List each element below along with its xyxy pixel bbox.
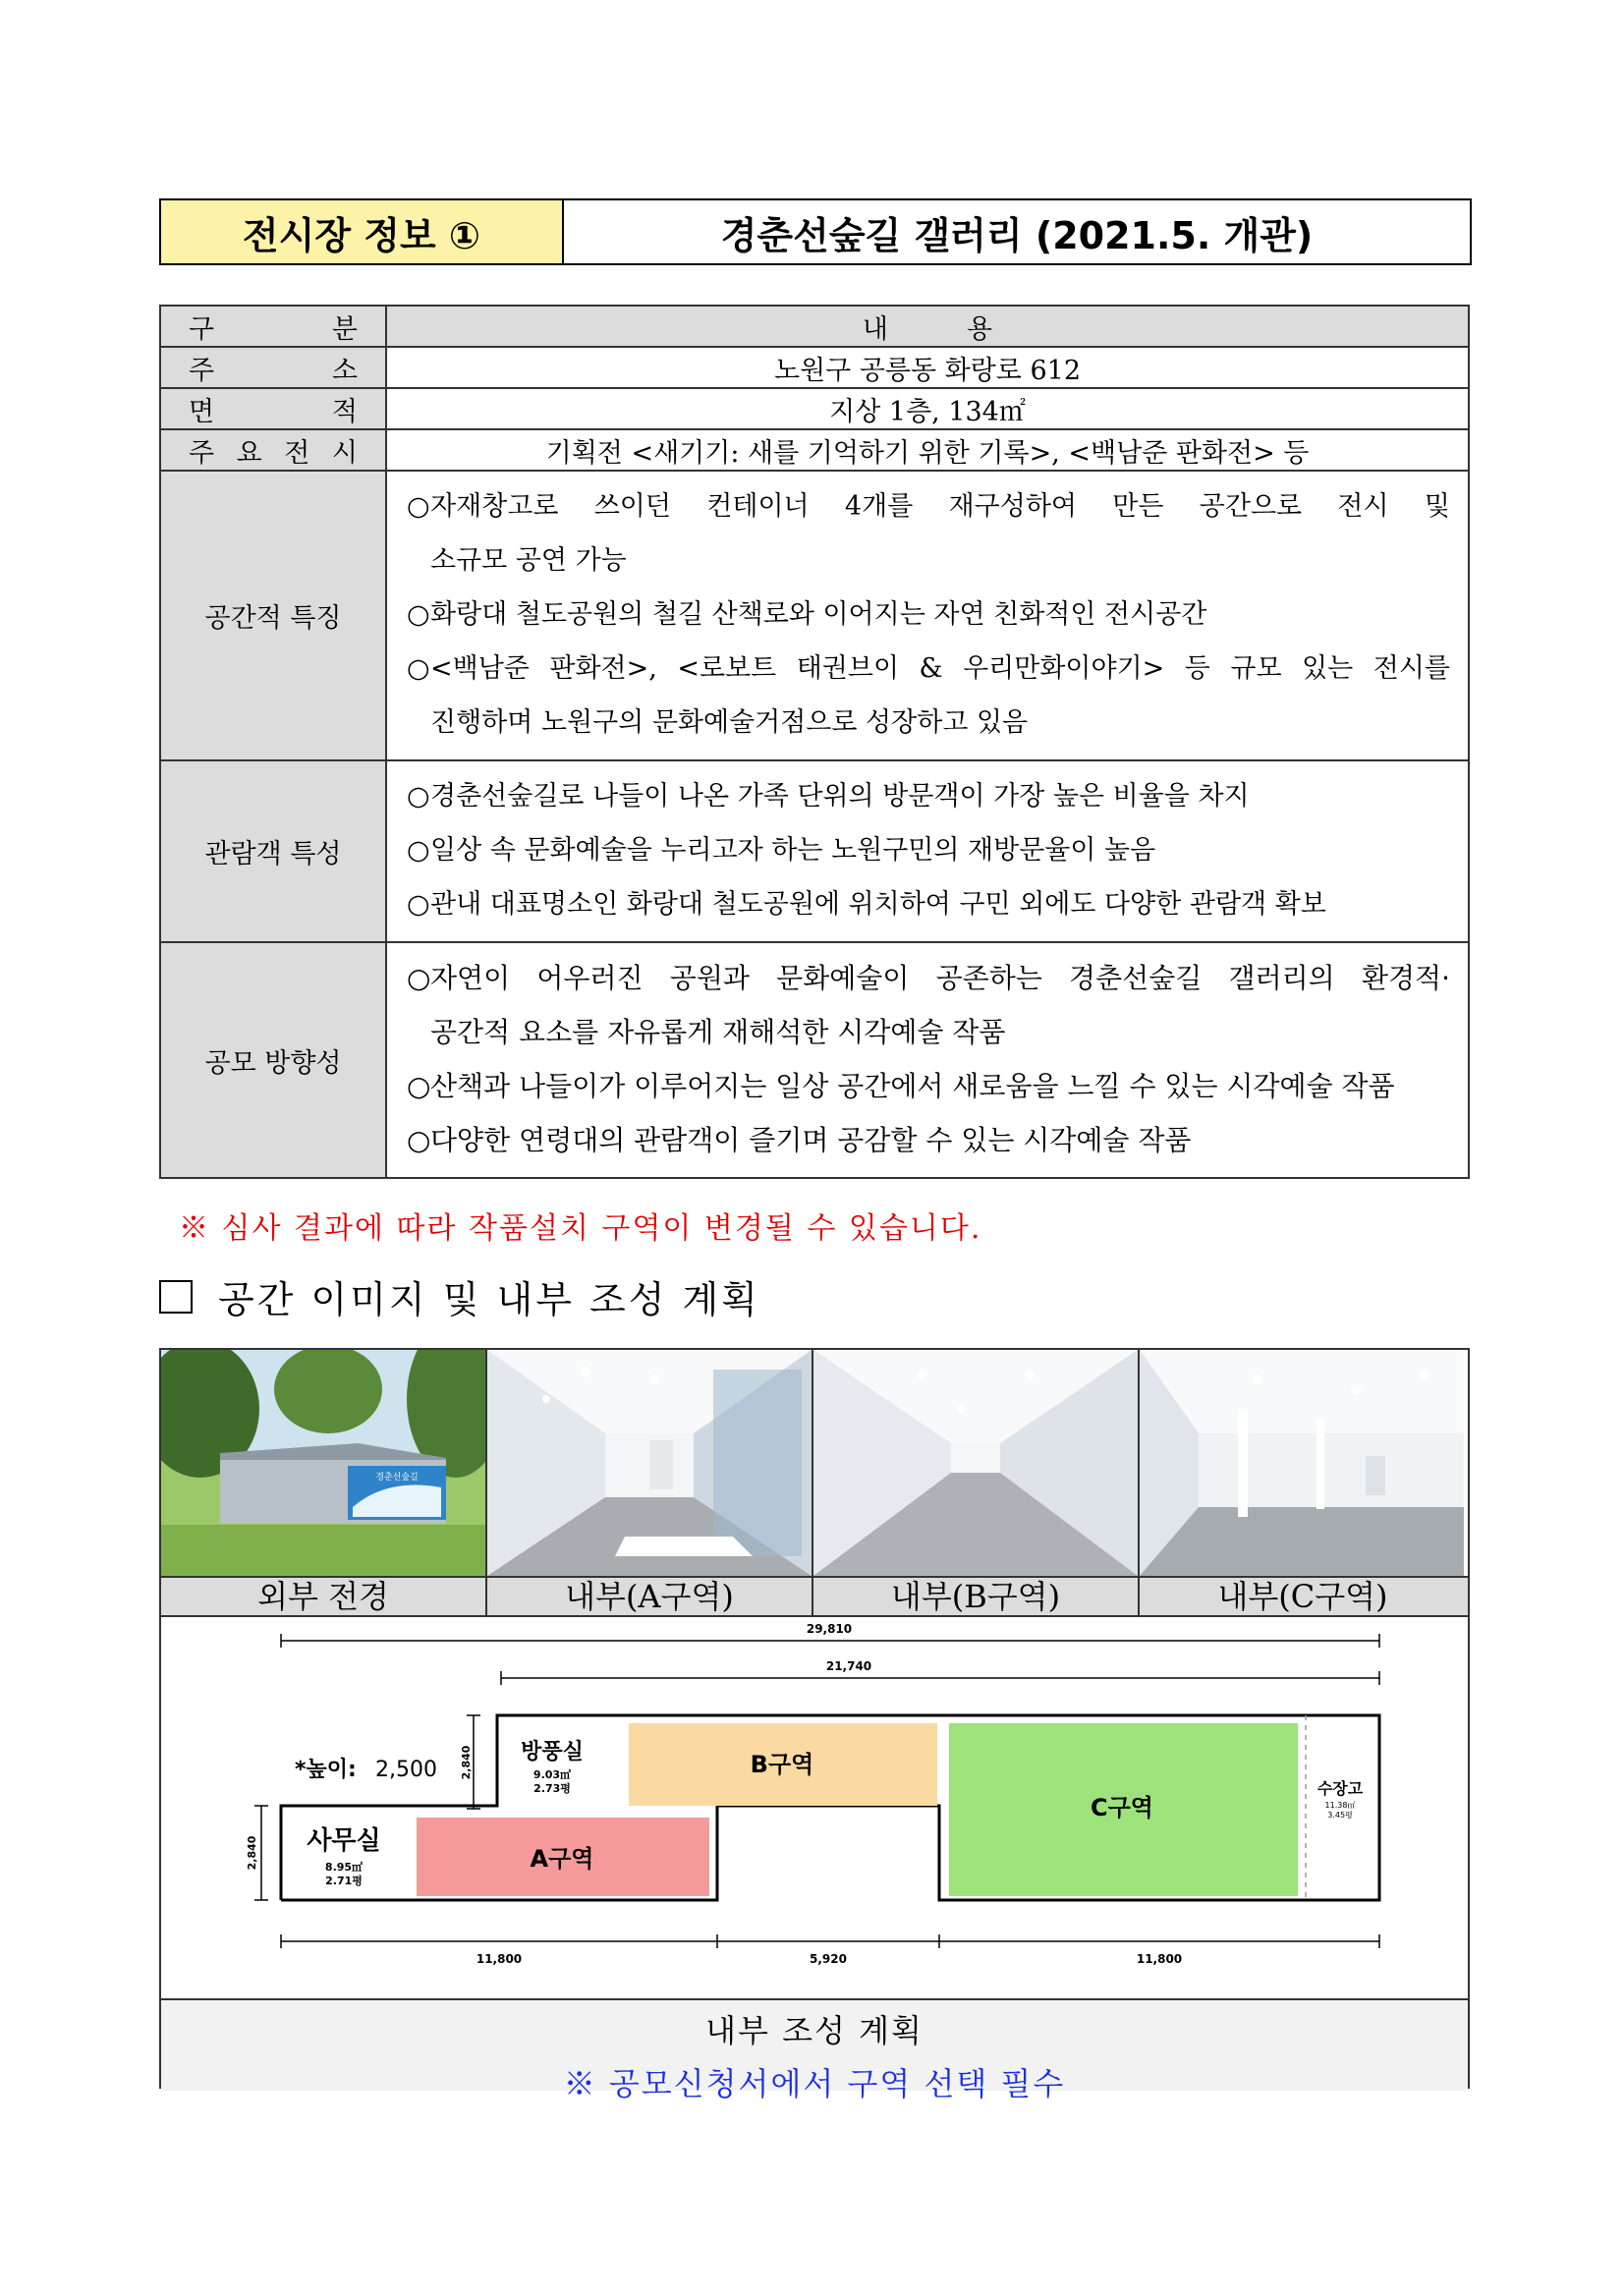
header-title: 경춘선숲길 갤러리 (2021.5. 개관): [720, 213, 1314, 257]
office-area-py: 2.71평: [325, 1875, 363, 1887]
zone-b-label: B구역: [750, 1751, 814, 1778]
caption-zone-c: 내부(C구역): [1217, 1578, 1388, 1615]
storage-room-name: 수장고: [1316, 1779, 1364, 1798]
exterior-sign-text: 경춘선숲길: [375, 1473, 419, 1483]
height-value: 2,500: [375, 1758, 437, 1782]
storage-area-m2: 11.38㎡: [1324, 1801, 1356, 1810]
table-row-visitors: [160, 760, 1469, 942]
exterior-photo: [161, 1350, 487, 1576]
info-table: [159, 305, 1470, 1179]
zone-a-label: A구역: [530, 1845, 594, 1873]
spatial-value: ○ 자재창고로 쓰이던 컨테이너 4개를 재구성하여 만든 공간으로 전시 및 소규모 공연 가능 ○ 화랑대 철도공원의 철길 산책로와 이어지는 자연 친화적인 전시공간 ○ <백남준 판화전>, <로보트 태권브이 & 우리만화이야기> 등 규모 있는 전시를 진행하며 노원구의 문화예술거점으로 성장하고 있음: [386, 471, 1469, 760]
office-room-name: 사무실: [307, 1826, 381, 1856]
space-plan-box: [159, 1348, 1470, 2102]
table-row-address: [160, 347, 1469, 388]
photo-caption-row: [161, 1576, 1468, 1617]
table-row-main-exhibitions: [160, 429, 1469, 471]
section-heading: [159, 1269, 760, 1323]
table-row-area: [160, 388, 1469, 429]
exhibition-header: [159, 198, 1472, 265]
caption-zone-b: 내부(B구역): [813, 1578, 1140, 1615]
area-value: 지상 1층, 134㎡: [386, 388, 1469, 429]
table-row-direction: [160, 942, 1469, 1178]
section-title: 공간 이미지 및 내부 조성 계획: [218, 1278, 760, 1321]
direction-label: 공모 방향성: [160, 942, 386, 1178]
caption-zone-a: 내부(A구역): [487, 1578, 813, 1615]
office-area-m2: 8.95㎡: [324, 1861, 364, 1874]
head-value: 내 용: [386, 306, 1469, 347]
plan-footer-title: 내부 조성 계획: [705, 2012, 924, 2049]
main-exhibitions-label: 주 요 전 시: [160, 429, 386, 471]
checkbox-square-icon: [159, 1280, 193, 1314]
dim-height-upper: 2,840: [460, 1745, 473, 1780]
floor-plan: [161, 1617, 1468, 2010]
interior-c-photo: [1140, 1350, 1466, 1576]
dim-bottom-right: 11,800: [1136, 1952, 1183, 1966]
header-label: 전시장 정보 ①: [161, 200, 564, 263]
dim-height-lower: 2,840: [246, 1835, 258, 1871]
address-value: 노원구 공릉동 화랑로 612: [386, 347, 1469, 388]
plan-footer: [161, 1998, 1468, 2102]
height-label: *높이:: [295, 1758, 357, 1782]
interior-b-photo: [813, 1350, 1140, 1576]
main-exhibitions-value: 기획전 <새기기: 새를 기억하기 위한 기록>, <백남준 판화전> 등: [386, 429, 1469, 471]
visitors-label: 관람객 특성: [160, 760, 386, 942]
address-label: 주 소: [160, 347, 386, 388]
interior-a-photo: [487, 1350, 813, 1576]
head-label: 구 분: [160, 306, 386, 347]
storage-area-py: 3.45평: [1327, 1811, 1353, 1820]
windbreak-area-py: 2.73평: [533, 1782, 571, 1795]
dim-inner: 21,740: [825, 1659, 872, 1673]
dim-bottom-left: 11,800: [476, 1952, 523, 1966]
visitors-value: ○ 경춘선숲길로 나들이 나온 가족 단위의 방문객이 가장 높은 비율을 차지 ○ 일상 속 문화예술을 누리고자 하는 노원구민의 재방문율이 높음 ○ 관내 대표명소인 화랑대 철도공원에 위치하여 구민 외에도 다양한 관람객 확보: [386, 760, 1469, 942]
area-label: 면 적: [160, 388, 386, 429]
plan-footer-note: ※ 공모신청서에서 구역 선택 필수: [563, 2065, 1066, 2102]
zone-c-label: C구역: [1091, 1794, 1153, 1821]
caption-exterior: 외부 전경: [161, 1578, 487, 1615]
dim-total: 29,810: [806, 1622, 853, 1636]
windbreak-room-name: 방풍실: [521, 1740, 584, 1764]
table-row-spatial: [160, 471, 1469, 760]
spatial-label: 공간적 특징: [160, 471, 386, 760]
notice-text: ※ 심사 결과에 따라 작품설치 구역이 변경될 수 있습니다.: [179, 1211, 982, 1246]
table-head-row: [160, 306, 1469, 347]
direction-value: ○ 자연이 어우러진 공원과 문화예술이 공존하는 경춘선숲길 갤러리의 환경적· 공간적 요소를 자유롭게 재해석한 시각예술 작품 ○ 산책과 나들이가 이루어지는 일상 공간에서 새로움을 느낄 수 있는 시각예술 작품 ○ 다양한 연령대의 관람객이 즐기며 공감할 수 있는 시각예술 작품: [386, 942, 1469, 1178]
dim-bottom-mid: 5,920: [810, 1952, 847, 1966]
photo-row: [161, 1350, 1468, 1576]
windbreak-area-m2: 9.03㎡: [532, 1768, 572, 1781]
